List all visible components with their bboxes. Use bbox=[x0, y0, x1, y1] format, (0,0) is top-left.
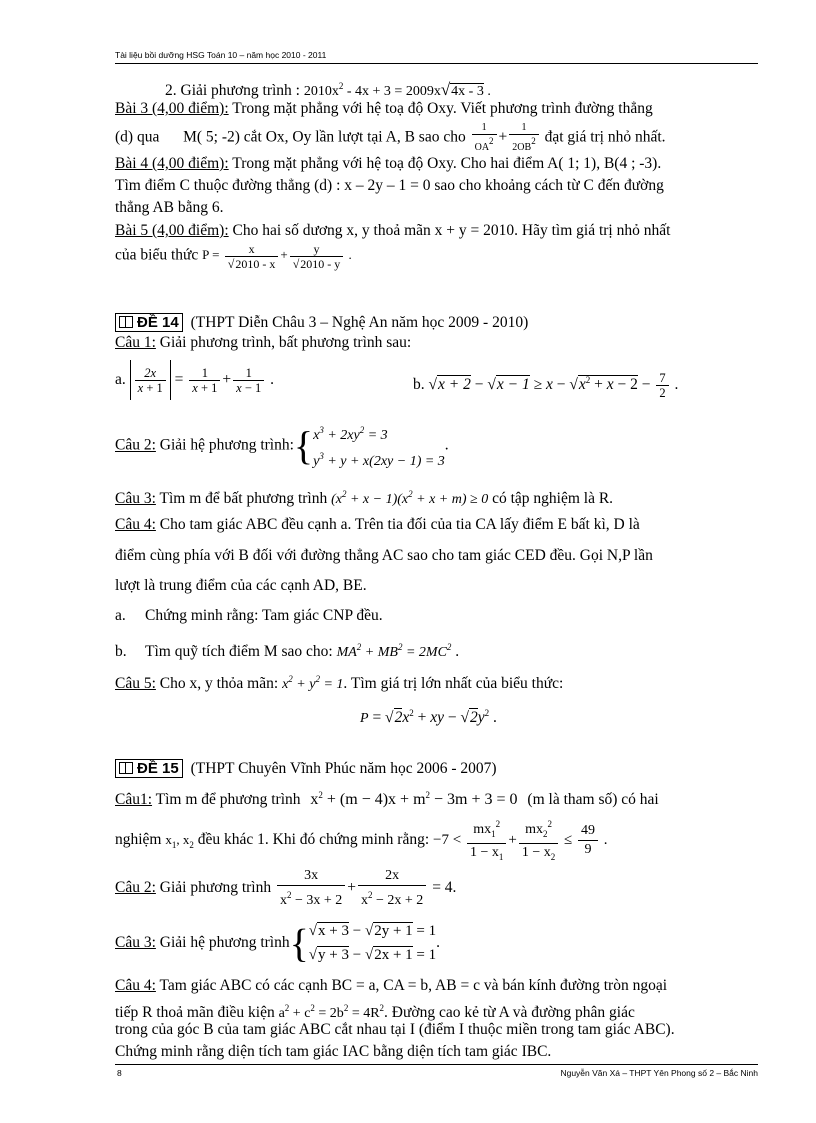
de14-cau4-line2: điểm cùng phía với B đối với đường thẳng AC sao cho tam giác CED đều. Gọi N,P lần bbox=[115, 547, 653, 564]
de14-source: (THPT Diễn Châu 3 – Nghệ An năm học 2009 - 2010) bbox=[190, 314, 529, 331]
de15-cau4-line3: trong của góc B của tam giác ABC cắt nhau tại I (điểm I thuộc miền trong tam giác ABC). bbox=[115, 1021, 675, 1038]
de14-cau4-b: b. Tìm quỹ tích điểm M sao cho: $MA^2 + MB^2 = 2MC^2$ . bbox=[115, 642, 460, 660]
de14-title-box: ĐỀ 14 bbox=[115, 313, 183, 332]
bai5-expression: P = $\frac{x}{√2010 - x}$ + $\frac{y}{√2010 - y}$ . bbox=[202, 242, 352, 271]
de15-cau3: Câu 3: Giải hệ phương trình{√x + 3 − √2y + 1 = 1 √y + 3 − √2x + 1 = 1. bbox=[115, 920, 441, 966]
de14-heading bbox=[115, 312, 760, 334]
bai5-label: Bài 5 (4,00 điểm): bbox=[115, 222, 229, 239]
footer-author: Nguyễn Văn Xá – THPT Yên Phong số 2 – Bắc Ninh bbox=[560, 1068, 758, 1078]
de15-cau4-line4: Chứng minh rằng diện tích tam giác IAC bằng diện tích tam giác IBC. bbox=[115, 1043, 552, 1060]
bai2-equation: $2010x^2 - 4x + 3 = 2009x√4x - 3$ . bbox=[303, 80, 491, 99]
de14-cau4-a: a. Chứng minh rằng: Tam giác CNP đều. bbox=[115, 607, 383, 624]
de14-cau1: Câu 1: Giải phương trình, bất phương trình sau: bbox=[115, 334, 412, 351]
de14-cau1-parts bbox=[115, 360, 760, 400]
bai2-text: 2. Giải phương trình : bbox=[165, 82, 300, 99]
book-icon bbox=[119, 316, 133, 328]
de14-cau4-line3: lượt là trung điểm của các cạnh AD, BE. bbox=[115, 577, 367, 594]
de15-source: (THPT Chuyên Vĩnh Phúc năm học 2006 - 2007) bbox=[190, 760, 497, 777]
de14-cau4-line1: Câu 4: Cho tam giác ABC đều cạnh a. Trên tia đối của tia CA lấy điểm E bất kì, D là bbox=[115, 516, 640, 533]
bai3-line1: Bài 3 (4,00 điểm): Trong mặt phẳng với hệ toạ độ Oxy. Viết phương trình đường thẳng bbox=[115, 100, 653, 117]
de14-cau5: Câu 5: Cho x, y thỏa mãn: $x^2 + y^2 = 1$. Tìm giá trị lớn nhất của biểu thức: bbox=[115, 674, 564, 692]
de14-cau3: Câu 3: Tìm m để bất phương trình $(x^2 + x - 1)(x^2 + x + m) \ge 0$ có tập nghiệm là R. bbox=[115, 489, 614, 507]
bai4-line2: Tìm điểm C thuộc đường thẳng (d) : x – 2y – 1 = 0 sao cho khoảng cách từ C đến đường bbox=[115, 177, 664, 194]
page-header: Tài liệu bồi dưỡng HSG Toán 10 – năm học 2010 - 2011 bbox=[115, 50, 327, 60]
bai3-line2: (d) qua M( 5; -2) cắt Ox, Oy lần lượt tại A, B sao cho $\frac{1}{OA^2}$ + $\frac{1}{2OB^2}$ đạt giá trị nhỏ nhất. bbox=[115, 122, 666, 153]
de15-cau4-line1: Câu 4: Tam giác ABC có các cạnh BC = a, CA = b, AB = c và bán kính đường tròn ngoại bbox=[115, 977, 668, 994]
de14-cau1-b: b. $√x + 2 - √x - 1 \ge x - √x^2 + x - 2$ − $\frac{7}{2}$ . bbox=[413, 370, 679, 400]
footer-rule bbox=[115, 1064, 758, 1065]
de14-cau2: Câu 2: Giải hệ phương $trình:\{x^3 + 2xy^2 = 3$ $y^3 + y + x(2xy - 1) = 3$. bbox=[115, 420, 760, 472]
book-icon bbox=[119, 762, 133, 774]
de14-system: $x^3 + 2xy^2 = 3$ $y^3 + y + x(2xy - 1) = 3$ bbox=[313, 425, 445, 469]
bai4-line1: Bài 4 (4,00 điểm): Trong mặt phẳng với hệ toạ độ Oxy. Cho hai điểm A( 1; 1), B(4 ; -3). bbox=[115, 155, 662, 172]
bai5-line1: Bài 5 (4,00 điểm): Cho hai số dương x, y thoả mãn x + y = 2010. Hãy tìm giá trị nhỏ nhất bbox=[115, 222, 671, 239]
bai4-label: Bài 4 (4,00 điểm): bbox=[115, 155, 229, 172]
de15-title-box: ĐỀ 15 bbox=[115, 759, 183, 778]
bai5-line2: của biểu thức P = $\frac{x}{√2010 - x}$ + $\frac{y}{√2010 - y}$ . bbox=[115, 242, 352, 271]
de15-cau1-line2: nghiệm $x_1$, $x_2$ đều khác 1. Khi đó chứng minh rằng: −7 < $\frac{mx_1^2}{1 - x_1}$ + $\frac{mx_2^2}{1 - x_2}$ ≤ $\frac{49}{9}$ . bbox=[115, 815, 760, 869]
de14-cau5-expression: $P = √2x^2$ + xy − $√2y^2$ . bbox=[360, 708, 497, 726]
de15-heading bbox=[115, 758, 760, 780]
frac-ob: $\frac{1}{2OB^2}$ bbox=[509, 122, 538, 154]
bai3-label: Bài 3 (4,00 điểm): bbox=[115, 100, 229, 117]
de15-cau2: Câu 2: Giải phương trình $\frac{3x}{x^2 - 3x + 2}$ + $\frac{2x}{x^2 - 2x + 2}$ = 4. bbox=[115, 867, 457, 908]
page-number: 8 bbox=[117, 1068, 122, 1078]
de15-cau4-line2: tiếp R thoả mãn điều kiện $a^2 + c^2 = 2b^2 = 4R^2$. Đường cao kẻ từ A và đường phân giác bbox=[115, 1003, 635, 1021]
header-rule bbox=[115, 63, 758, 64]
de15-cau1-line1: Câu1: Tìm m để phương trình $x^2 + (m - 4)x + m^2 - 3m + 3 = 0$ (m là tham số) có hai bbox=[115, 790, 659, 808]
de15-system: √x + 3 − √2y + 1 = 1 √y + 3 − √2x + 1 = 1 bbox=[308, 923, 437, 964]
frac-oa: $\frac{1}{OA^2}$ bbox=[472, 122, 497, 154]
bai4-line3: thẳng AB bằng 6. bbox=[115, 199, 224, 216]
de14-cau1-a: a. $\frac{2x}{x + 1}$ = $\frac{1}{x + 1}$ + $\frac{1}{x - 1}$ . bbox=[115, 371, 274, 388]
